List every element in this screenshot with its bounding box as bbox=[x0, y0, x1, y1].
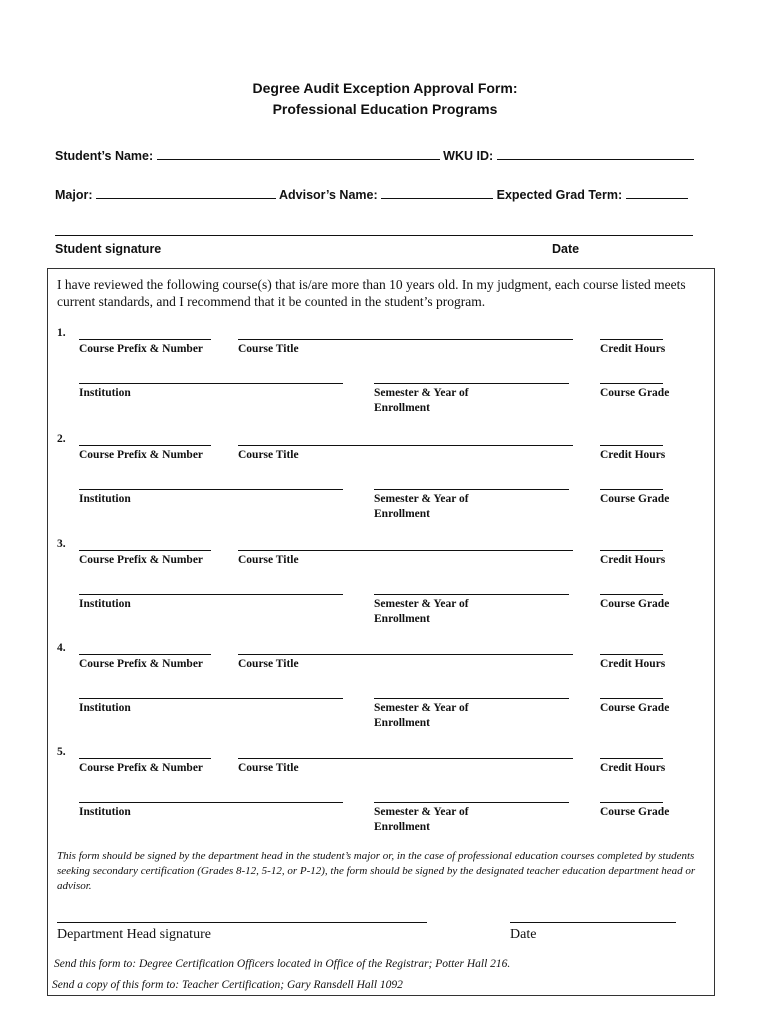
dept-head-signature-label: Department Head signature bbox=[57, 927, 211, 942]
dept-head-date-label: Date bbox=[510, 927, 537, 942]
semester-year-label: Semester & Year of Enrollment bbox=[374, 598, 469, 625]
credit-hours-field[interactable] bbox=[600, 339, 663, 340]
credit-hours-field[interactable] bbox=[600, 550, 663, 551]
course-number: 5. bbox=[57, 746, 66, 758]
institution-field[interactable] bbox=[79, 802, 343, 803]
course-grade-field[interactable] bbox=[600, 698, 663, 699]
credit-hours-field[interactable] bbox=[600, 758, 663, 759]
credit-hours-label: Credit Hours bbox=[600, 658, 666, 670]
student-date-label: Date bbox=[552, 242, 580, 256]
institution-field[interactable] bbox=[79, 698, 343, 699]
credit-hours-field[interactable] bbox=[600, 445, 663, 446]
major-label: Major: bbox=[55, 188, 93, 202]
institution-label: Institution bbox=[79, 598, 131, 610]
course-title-label: Course Title bbox=[238, 343, 299, 355]
semester-year-label: Semester & Year of Enrollment bbox=[374, 493, 469, 520]
course-prefix-label: Course Prefix & Number bbox=[79, 554, 204, 566]
expected-grad-term-field[interactable] bbox=[626, 186, 688, 199]
course-number: 2. bbox=[57, 433, 66, 445]
semester-year-label: Semester & Year of Enrollment bbox=[374, 702, 469, 729]
institution-field[interactable] bbox=[79, 383, 343, 384]
semester-year-label: Semester & Year of Enrollment bbox=[374, 387, 469, 414]
course-title-label: Course Title bbox=[238, 762, 299, 774]
course-title-field[interactable] bbox=[238, 758, 573, 759]
form-title-line2: Professional Education Programs bbox=[272, 101, 498, 117]
course-grade-field[interactable] bbox=[600, 594, 663, 595]
course-prefix-field[interactable] bbox=[79, 445, 211, 446]
expected-grad-term-label: Expected Grad Term: bbox=[496, 188, 623, 202]
semester-year-field[interactable] bbox=[374, 802, 569, 803]
semester-year-label: Semester & Year of Enrollment bbox=[374, 806, 469, 833]
course-prefix-label: Course Prefix & Number bbox=[79, 658, 204, 670]
semester-year-field[interactable] bbox=[374, 489, 569, 490]
institution-field[interactable] bbox=[79, 594, 343, 595]
major-row bbox=[55, 186, 688, 202]
credit-hours-label: Credit Hours bbox=[600, 449, 666, 461]
course-title-label: Course Title bbox=[238, 554, 299, 566]
course-grade-field[interactable] bbox=[600, 489, 663, 490]
advisor-name-field[interactable] bbox=[381, 186, 493, 199]
course-grade-label: Course Grade bbox=[600, 387, 670, 399]
credit-hours-label: Credit Hours bbox=[600, 343, 666, 355]
course-grade-field[interactable] bbox=[600, 802, 663, 803]
course-number: 4. bbox=[57, 642, 66, 654]
course-prefix-field[interactable] bbox=[79, 550, 211, 551]
advisor-name-label: Advisor’s Name: bbox=[279, 188, 378, 202]
course-prefix-label: Course Prefix & Number bbox=[79, 762, 204, 774]
student-signature-line[interactable] bbox=[55, 235, 693, 236]
course-grade-label: Course Grade bbox=[600, 493, 670, 505]
credit-hours-label: Credit Hours bbox=[600, 554, 666, 566]
send-copy-to-certification: Send a copy of this form to: Teacher Certification; Gary Ransdell Hall 1092 bbox=[52, 979, 403, 991]
send-to-registrar: Send this form to: Degree Certification Officers located in Office of the Registrar; Potter Hall 216. bbox=[54, 958, 511, 970]
course-title-field[interactable] bbox=[238, 445, 573, 446]
course-grade-label: Course Grade bbox=[600, 702, 670, 714]
course-prefix-field[interactable] bbox=[79, 758, 211, 759]
course-grade-field[interactable] bbox=[600, 383, 663, 384]
institution-field[interactable] bbox=[79, 489, 343, 490]
course-prefix-field[interactable] bbox=[79, 339, 211, 340]
student-name-field[interactable] bbox=[157, 147, 440, 160]
credit-hours-label: Credit Hours bbox=[600, 762, 666, 774]
semester-year-field[interactable] bbox=[374, 698, 569, 699]
wku-id-field[interactable] bbox=[497, 147, 694, 160]
institution-label: Institution bbox=[79, 702, 131, 714]
student-signature-label: Student signature bbox=[55, 242, 162, 256]
student-info-row bbox=[55, 147, 694, 163]
course-title-label: Course Title bbox=[238, 658, 299, 670]
form-title-line1: Degree Audit Exception Approval Form: bbox=[252, 80, 518, 96]
institution-label: Institution bbox=[79, 806, 131, 818]
course-title-field[interactable] bbox=[238, 339, 573, 340]
course-number: 1. bbox=[57, 327, 66, 339]
dept-head-signature-line[interactable] bbox=[57, 922, 427, 923]
major-field[interactable] bbox=[96, 186, 276, 199]
course-prefix-label: Course Prefix & Number bbox=[79, 343, 204, 355]
wku-id-label: WKU ID: bbox=[443, 149, 494, 163]
dept-head-date-line[interactable] bbox=[510, 922, 676, 923]
course-prefix-field[interactable] bbox=[79, 654, 211, 655]
course-title-field[interactable] bbox=[238, 550, 573, 551]
institution-label: Institution bbox=[79, 493, 131, 505]
course-title-label: Course Title bbox=[238, 449, 299, 461]
semester-year-field[interactable] bbox=[374, 383, 569, 384]
signature-instructions: This form should be signed by the department head in the student’s major or, in the case of professional education courses completed by students seeking secondary certification (Grades 8-12, 5-12, or P-12), the form should be signed by the designated teacher education department head or advisor. bbox=[57, 850, 696, 892]
institution-label: Institution bbox=[79, 387, 131, 399]
course-title-field[interactable] bbox=[238, 654, 573, 655]
course-number: 3. bbox=[57, 538, 66, 550]
course-grade-label: Course Grade bbox=[600, 806, 670, 818]
review-statement: I have reviewed the following course(s) that is/are more than 10 years old. In my judgment, each course listed meets current standards, and I recommend that it be counted in the student’s program. bbox=[57, 277, 686, 309]
course-grade-label: Course Grade bbox=[600, 598, 670, 610]
student-name-label: Student’s Name: bbox=[55, 149, 154, 163]
course-prefix-label: Course Prefix & Number bbox=[79, 449, 204, 461]
semester-year-field[interactable] bbox=[374, 594, 569, 595]
credit-hours-field[interactable] bbox=[600, 654, 663, 655]
